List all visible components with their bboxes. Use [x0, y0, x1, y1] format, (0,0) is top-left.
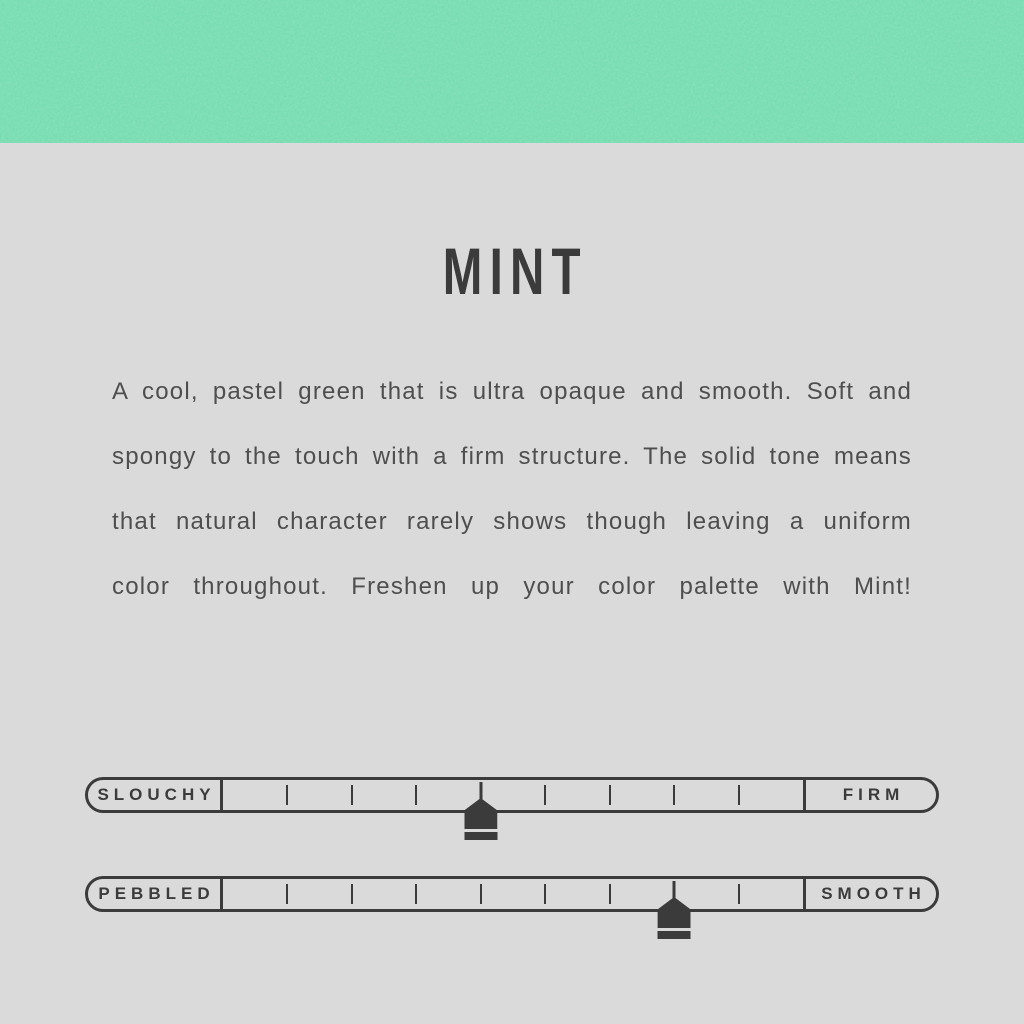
marker-pointer-icon — [464, 798, 497, 829]
marker-pointer-icon — [658, 897, 691, 928]
tick-mark — [351, 785, 353, 805]
description-line: A cool, pastel green that is ultra opaque and smooth. Soft and — [112, 378, 912, 405]
tick-mark — [609, 884, 611, 904]
tick-mark — [286, 785, 288, 805]
title-row — [0, 234, 1024, 308]
tick-mark — [609, 785, 611, 805]
description-line: that natural character rarely shows though leaving a uniform — [112, 508, 912, 535]
marker-base-icon — [658, 931, 691, 939]
tick-mark — [415, 785, 417, 805]
marker-stem-icon — [479, 782, 482, 799]
tick-mark — [673, 785, 675, 805]
texture-scale-left-cell — [88, 879, 223, 909]
tick-mark — [738, 884, 740, 904]
structure-scale-marker — [464, 780, 497, 840]
color-title: MINT — [443, 234, 589, 308]
tick-mark — [415, 884, 417, 904]
texture-scale-right-label: SMOOTH — [821, 884, 926, 903]
texture-scale-right-cell — [803, 879, 936, 909]
description-line: color throughout. Freshen up your color palette with Mint! — [112, 573, 912, 600]
marker-stem-icon — [673, 881, 676, 898]
leather-texture-overlay — [0, 0, 1024, 143]
structure-scale-left-cell — [88, 780, 223, 810]
texture-scale-track — [223, 879, 803, 909]
texture-scale-marker — [658, 879, 691, 939]
tick-mark — [544, 884, 546, 904]
texture-scale-left-label: PEBBLED — [98, 884, 215, 903]
structure-scale-track — [223, 780, 803, 810]
attribute-scales-section — [0, 777, 1024, 912]
texture-scale — [85, 876, 939, 912]
tick-mark — [738, 785, 740, 805]
tick-mark — [544, 785, 546, 805]
structure-scale-left-label: SLOUCHY — [97, 785, 216, 804]
structure-scale-right-label: FIRM — [842, 785, 905, 804]
tick-mark — [351, 884, 353, 904]
tick-mark — [480, 884, 482, 904]
structure-scale — [85, 777, 939, 813]
color-description — [112, 359, 912, 619]
leather-swatch-image — [0, 0, 1024, 143]
marker-base-icon — [464, 832, 497, 840]
description-line: spongy to the touch with a firm structure. The solid tone means — [112, 443, 912, 470]
tick-mark — [286, 884, 288, 904]
structure-scale-right-cell — [803, 780, 936, 810]
